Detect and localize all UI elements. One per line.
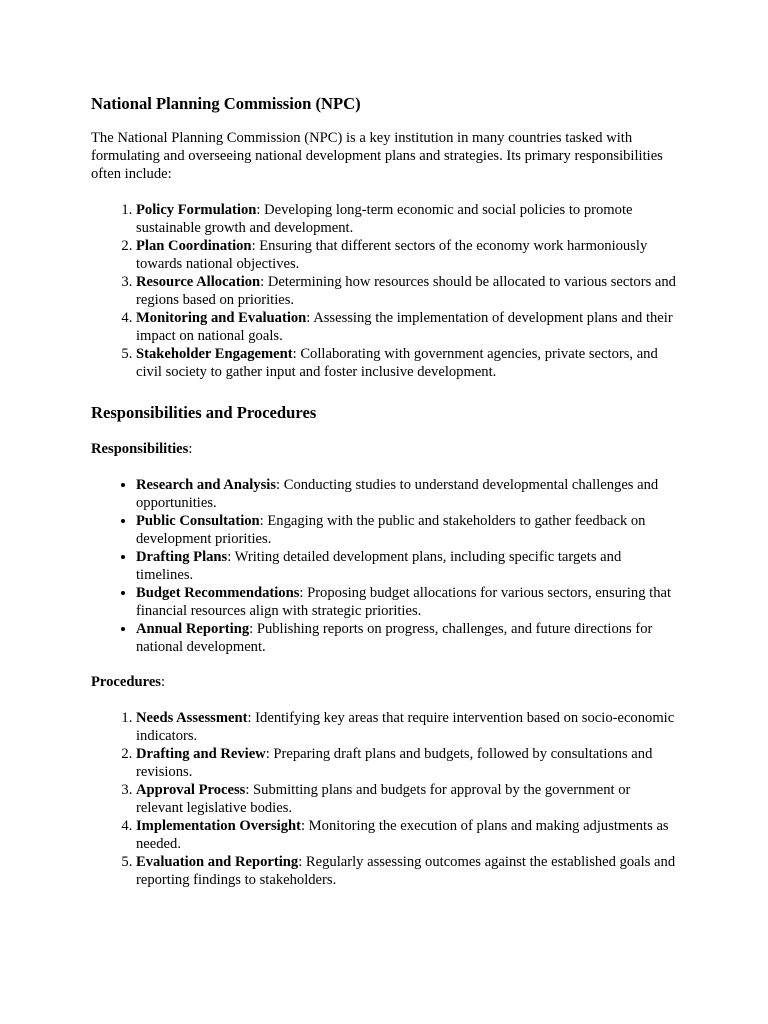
item-text: : Identifying key areas that require intervention based on socio-economic indicators. xyxy=(136,710,675,744)
item-term: Drafting and Review xyxy=(136,746,266,762)
item-text: : Ensuring that different sectors of the economy work harmoniously towards national objectives. xyxy=(136,238,648,272)
item-text: : Collaborating with government agencies, private sectors, and civil society to gather input and foster inclusive development. xyxy=(136,346,658,380)
item-text: : Submitting plans and budgets for approval by the government or relevant legislative bodies. xyxy=(136,782,631,816)
responsibilities-label xyxy=(91,440,681,458)
procedures-label xyxy=(91,673,681,691)
item-term: Public Consultation xyxy=(136,513,260,529)
item-term: Implementation Oversight xyxy=(136,818,301,834)
item-text: : Preparing draft plans and budgets, followed by consultations and revisions. xyxy=(136,746,653,780)
label-term: Responsibilities xyxy=(91,441,189,457)
list-item xyxy=(136,512,681,548)
item-term: Approval Process xyxy=(136,782,246,798)
item-term: Resource Allocation xyxy=(136,274,261,290)
list-item xyxy=(136,309,681,345)
item-term: Research and Analysis xyxy=(136,477,277,493)
item-text: : Engaging with the public and stakeholders to gather feedback on development priorities. xyxy=(136,513,646,547)
list-item xyxy=(136,584,681,620)
label-term: Procedures xyxy=(91,674,161,690)
list-item xyxy=(136,273,681,309)
item-term: Drafting Plans xyxy=(136,549,228,565)
list-item xyxy=(136,548,681,584)
item-term: Budget Recommendations xyxy=(136,585,300,601)
list-item xyxy=(136,781,681,817)
item-text: : Determining how resources should be allocated to various sectors and regions based on priorities. xyxy=(136,274,676,308)
item-text: : Developing long-term economic and social policies to promote sustainable growth and development. xyxy=(136,202,633,236)
primary-responsibilities-list xyxy=(91,201,681,381)
list-item xyxy=(136,745,681,781)
responsibilities-list xyxy=(91,476,681,656)
list-item xyxy=(136,201,681,237)
item-text: : Publishing reports on progress, challenges, and future directions for national development. xyxy=(136,621,653,655)
item-text: : Assessing the implementation of development plans and their impact on national goals. xyxy=(136,310,673,344)
list-item xyxy=(136,345,681,381)
list-item xyxy=(136,709,681,745)
item-term: Evaluation and Reporting xyxy=(136,854,299,870)
list-item xyxy=(136,853,681,889)
document-title: National Planning Commission (NPC) xyxy=(91,94,361,113)
item-term: Annual Reporting xyxy=(136,621,250,637)
item-text: : Regularly assessing outcomes against the established goals and reporting findings to stakeholders. xyxy=(136,854,676,888)
item-text: : Conducting studies to understand developmental challenges and opportunities. xyxy=(136,477,659,511)
intro-paragraph: The National Planning Commission (NPC) is a key institution in many countries tasked with formulating and overseeing national development plans and strategies. Its primary responsibilities often include: xyxy=(91,130,663,182)
procedures-list xyxy=(91,709,681,889)
list-item xyxy=(136,476,681,512)
item-term: Policy Formulation xyxy=(136,202,257,218)
item-term: Stakeholder Engagement xyxy=(136,346,293,362)
item-text: : Writing detailed development plans, including specific targets and timelines. xyxy=(136,549,622,583)
list-item xyxy=(136,237,681,273)
list-item xyxy=(136,817,681,853)
item-text: : Proposing budget allocations for various sectors, ensuring that financial resources align with strategic priorities. xyxy=(136,585,672,619)
label-colon: : xyxy=(188,441,193,457)
item-term: Needs Assessment xyxy=(136,710,248,726)
label-colon: : xyxy=(160,674,166,690)
document-body xyxy=(91,94,681,889)
item-term: Monitoring and Evaluation xyxy=(136,310,307,326)
list-item xyxy=(136,620,681,656)
item-text: : Monitoring the execution of plans and making adjustments as needed. xyxy=(136,818,669,852)
item-term: Plan Coordination xyxy=(136,238,252,254)
section-heading: Responsibilities and Procedures xyxy=(91,403,317,422)
